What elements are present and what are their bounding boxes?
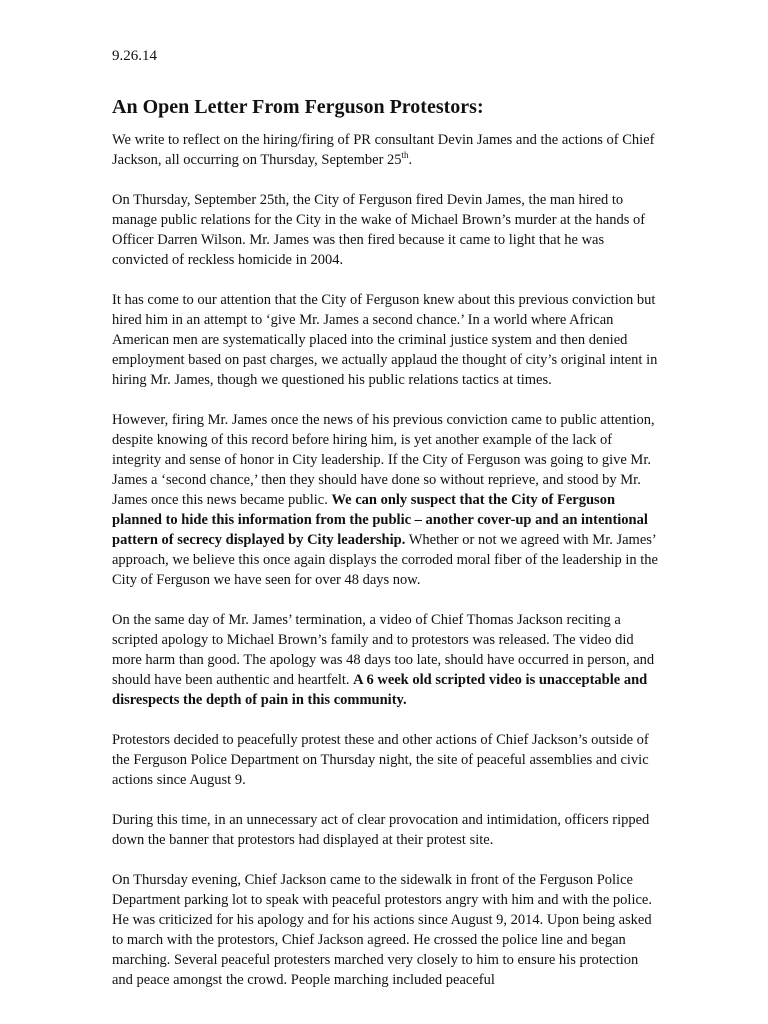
- paragraph-march: On Thursday evening, Chief Jackson came to the sidewalk in front of the Ferguson Police Department parking lot to speak with peaceful protestors angry with him and with the police. He was criticized for his apology and for his actions since August 9, 2014. Upon being asked to march with the protestors, Chief Jackson agreed. He crossed the police line and began marching. Several peaceful protesters marched very closely to him to ensure his protection and peace amongst the crowd. People marching included peaceful: [112, 872, 652, 988]
- ordinal-suffix: th: [401, 150, 409, 161]
- letter-body: [112, 130, 660, 1010]
- letter-date: 9.26.14: [112, 48, 157, 64]
- letter-title: An Open Letter From Ferguson Protestors:: [112, 96, 484, 118]
- paragraph-intro-end: .: [408, 152, 413, 168]
- paragraph-banner: During this time, in an unnecessary act of clear provocation and intimidation, officers ripped down the banner that protestors had displayed at their protest site.: [112, 812, 650, 848]
- paragraph-protest: Protestors decided to peacefully protest these and other actions of Chief Jackson’s outside of the Ferguson Police Department on Thursday night, the site of peaceful assemblies and civic actions since August 9.: [112, 732, 649, 788]
- paragraph-integrity-bold: We can only suspect that the City of Ferguson planned to hide this information from the public – another cover-up and an intentional pattern of secrecy displayed by City leadership.: [112, 492, 648, 548]
- paragraph-firing: On Thursday, September 25th, the City of Ferguson fired Devin James, the man hired to manage public relations for the City in the wake of Michael Brown’s murder at the hands of Officer Darren Wilson. Mr. James was then fired because it came to light that he was convicted of reckless homicide in 2004.: [112, 192, 646, 268]
- paragraph-intro: [112, 130, 660, 170]
- paragraph-apology-bold: A 6 week old scripted video is unacceptable and disrespects the depth of pain in this community.: [112, 672, 648, 708]
- paragraph-apology-text: On the same day of Mr. James’ termination, a video of Chief Thomas Jackson reciting a scripted apology to Michael Brown’s family and to protestors was released. The video did more harm than good. The apology was 48 days too late, should have occurred in person, and should have been authentic and heartfelt.: [112, 612, 655, 688]
- paragraph-intro-text: We write to reflect on the hiring/firing of PR consultant Devin James and the actions of Chief Jackson, all occurring on Thursday, September 25: [112, 132, 655, 168]
- paragraph-apology-video: [112, 610, 660, 710]
- paragraph-second-chance: It has come to our attention that the City of Ferguson knew about this previous conviction but hired him in an attempt to ‘give Mr. James a second chance.’ In a world where African American men are systematically placed into the criminal justice system and then denied employment based on past charges, we actually applaud the thought of city’s original intent in hiring Mr. James, though we questioned his public relations tactics at times.: [112, 292, 658, 388]
- paragraph-integrity: [112, 410, 660, 590]
- paragraph-integrity-end: Whether or not we agreed with Mr. James’ approach, we believe this once again displays the corroded moral fiber of the leadership in the City of Ferguson we have seen for over 48 days now.: [112, 532, 658, 588]
- paragraph-integrity-text: However, firing Mr. James once the news of his previous conviction came to public attention, despite knowing of this record before hiring him, is yet another example of the lack of integrity and sense of honor in City leadership. If the City of Ferguson was going to give Mr. James a ‘second chance,’ then they should have done so without reprieve, and stood by Mr. James once this news became public.: [112, 412, 655, 508]
